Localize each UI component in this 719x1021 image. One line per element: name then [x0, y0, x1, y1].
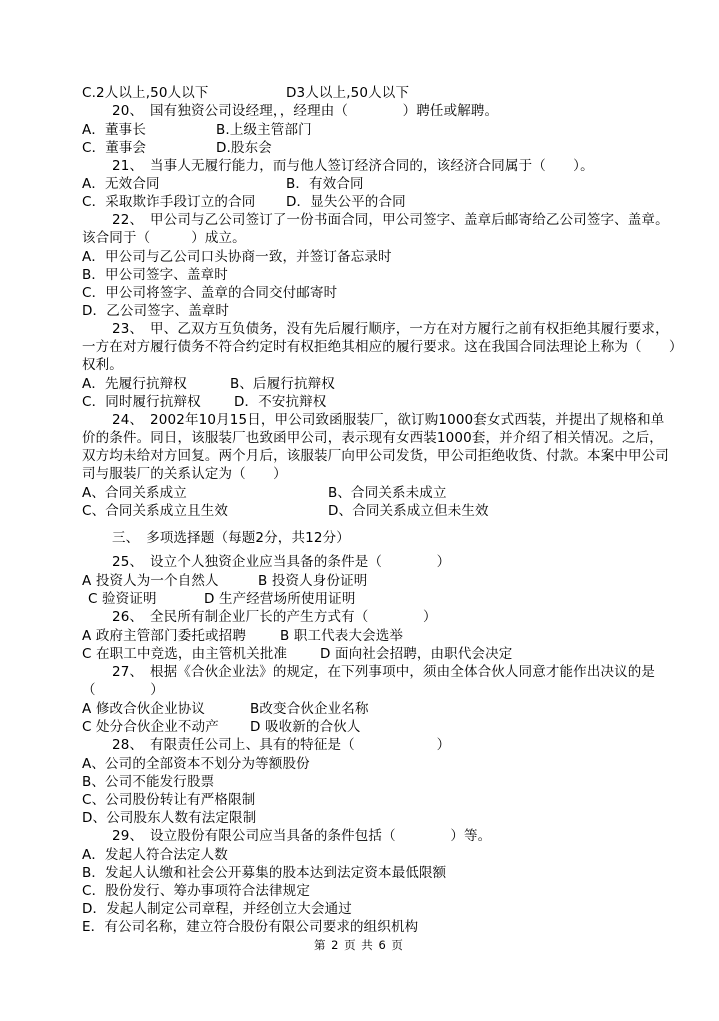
q24-option-a: A、合同关系成立 — [82, 485, 187, 501]
q22-option-c: C．甲公司将签字、盖章的合同交付邮寄时 — [82, 285, 338, 301]
q26-option-b: B 职工代表大会选举 — [280, 628, 404, 644]
q20-option-c: C．董事会 — [82, 140, 147, 156]
q28-option-a: A、公司的全部资本不划分为等额股份 — [82, 756, 310, 772]
q23-stem-end: 权利。 — [82, 357, 123, 373]
q25-option-b: B 投资人身份证明 — [258, 573, 368, 589]
q29-option-b: B．发起人认缴和社会公开募集的股本达到法定资本最低限额 — [82, 865, 447, 881]
q21-stem: 21、 当事人无履行能力，而与他人签订经济合同的，该经济合同属于（ ）。 — [112, 158, 594, 174]
q29-option-e: E．有公司名称，建立符合股份有限公司要求的组织机构 — [82, 919, 419, 935]
q22-stem-cont: 该合同于（ ）成立。 — [82, 230, 246, 246]
q23-stem-cont: 一方在对方履行债务不符合约定时有权拒绝其相应的履行要求。这在我国合同法理论上称为（ ） — [82, 339, 683, 355]
q27-stem: 27、 根据《合伙企业法》的规定，在下列事项中，须由全体合伙人同意才能作出决议的是 — [112, 664, 656, 680]
q27-option-d: D 吸收新的合伙人 — [250, 719, 361, 735]
q25-option-c: C 验资证明 — [88, 591, 157, 607]
q25-option-d: D 生产经营场所使用证明 — [204, 591, 356, 607]
q24-option-d: D、合同关系成立但未生效 — [328, 503, 489, 519]
q26-option-d: D 面向社会招聘，由职代会决定 — [320, 646, 513, 662]
q23-stem: 23、 甲、乙双方互负债务，没有先后履行顺序，一方在对方履行之前有权拒绝其履行要求， — [112, 321, 669, 337]
q26-stem: 26、 全民所有制企业厂长的产生方式有（ ） — [112, 609, 437, 625]
q21-option-b: B．有效合同 — [286, 176, 364, 192]
q20-stem: 20、 国有独资公司设经理，，经理由（ ）聘任或解聘。 — [112, 103, 499, 119]
q25-stem: 25、 设立个人独资企业应当具备的条件是（ ） — [112, 554, 451, 570]
q28-option-b: B、公司不能发行股票 — [82, 774, 215, 790]
q26-option-c: C 在职工中竞选，由主管机关批准 — [82, 646, 288, 662]
q25-option-a: A 投资人为一个自然人 — [82, 573, 219, 589]
q20-option-d: D.股东会 — [216, 140, 272, 156]
q23-option-d: D．不安抗辩权 — [234, 394, 327, 410]
q19-option-d: D3人以上,50人以下 — [286, 85, 410, 101]
q22-stem: 22、 甲公司与乙公司签订了一份书面合同，甲公司签字、盖章后邮寄给乙公司签字、盖章。 — [112, 212, 669, 228]
q29-option-a: A．发起人符合法定人数 — [82, 847, 228, 863]
q29-stem: 29、 设立股份有限公司应当具备的条件包括（ ）等。 — [112, 828, 492, 844]
q21-option-a: A．无效合同 — [82, 176, 160, 192]
q22-option-d: D．乙公司签字、盖章时 — [82, 303, 230, 319]
q24-stem-cont-1: 价的条件。同日，该服装厂也致函甲公司，表示现有女西装1000套，并介绍了相关情况。之后， — [82, 430, 663, 446]
q24-option-b: B、合同关系未成立 — [328, 485, 447, 501]
page-number-footer: 第 2 页 共 6 页 — [314, 938, 404, 952]
q24-option-c: C、合同关系成立且生效 — [82, 503, 229, 519]
q20-option-a: A．董事长 — [82, 122, 146, 138]
q23-option-c: C．同时履行抗辩权 — [82, 394, 201, 410]
q22-option-b: B．甲公司签字、盖章时 — [82, 267, 228, 283]
section-heading: 三、 多项选择题（每题2分，共12分） — [112, 530, 350, 546]
q21-option-d: D．显失公平的合同 — [286, 194, 406, 210]
q23-option-b: B、后履行抗辩权 — [230, 376, 335, 392]
q29-option-c: C．股份发行、筹办事项符合法律规定 — [82, 883, 310, 899]
q27-option-c: C 处分合伙企业不动产 — [82, 719, 219, 735]
q28-option-d: D、公司股东人数有法定限制 — [82, 810, 257, 826]
q19-option-c: C.2人以上,50人以下 — [82, 85, 209, 101]
q20-option-b: B.上级主管部门 — [216, 122, 312, 138]
q27-option-a: A 修改合伙企业协议 — [82, 701, 206, 717]
q28-stem: 28、 有限责任公司上、具有的特征是（ ） — [112, 737, 451, 753]
q21-option-c: C．采取欺诈手段订立的合同 — [82, 194, 256, 210]
q24-stem-cont-2: 双方均未给对方回复。两个月后，该服装厂向甲公司发货，甲公司拒绝收货、付款。本案中甲公司 — [82, 448, 669, 464]
q27-stem-cont: （ ） — [82, 682, 164, 698]
q24-stem-cont-3: 司与服装厂的关系认定为（ ） — [82, 466, 287, 482]
q28-option-c: C、公司股份转让有严格限制 — [82, 792, 256, 808]
q26-option-a: A 政府主管部门委托或招聘 — [82, 628, 246, 644]
q24-stem: 24、 2002年10月15日，甲公司致函服装厂，欲订购1000套女式西装，并提出了规格和单 — [112, 412, 665, 428]
q22-option-a: A．甲公司与乙公司口头协商一致，并签订备忘录时 — [82, 249, 392, 265]
q27-option-b: B改变合伙企业名称 — [250, 701, 369, 717]
q29-option-d: D．发起人制定公司章程，并经创立大会通过 — [82, 901, 352, 917]
q23-option-a: A．先履行抗辩权 — [82, 376, 187, 392]
